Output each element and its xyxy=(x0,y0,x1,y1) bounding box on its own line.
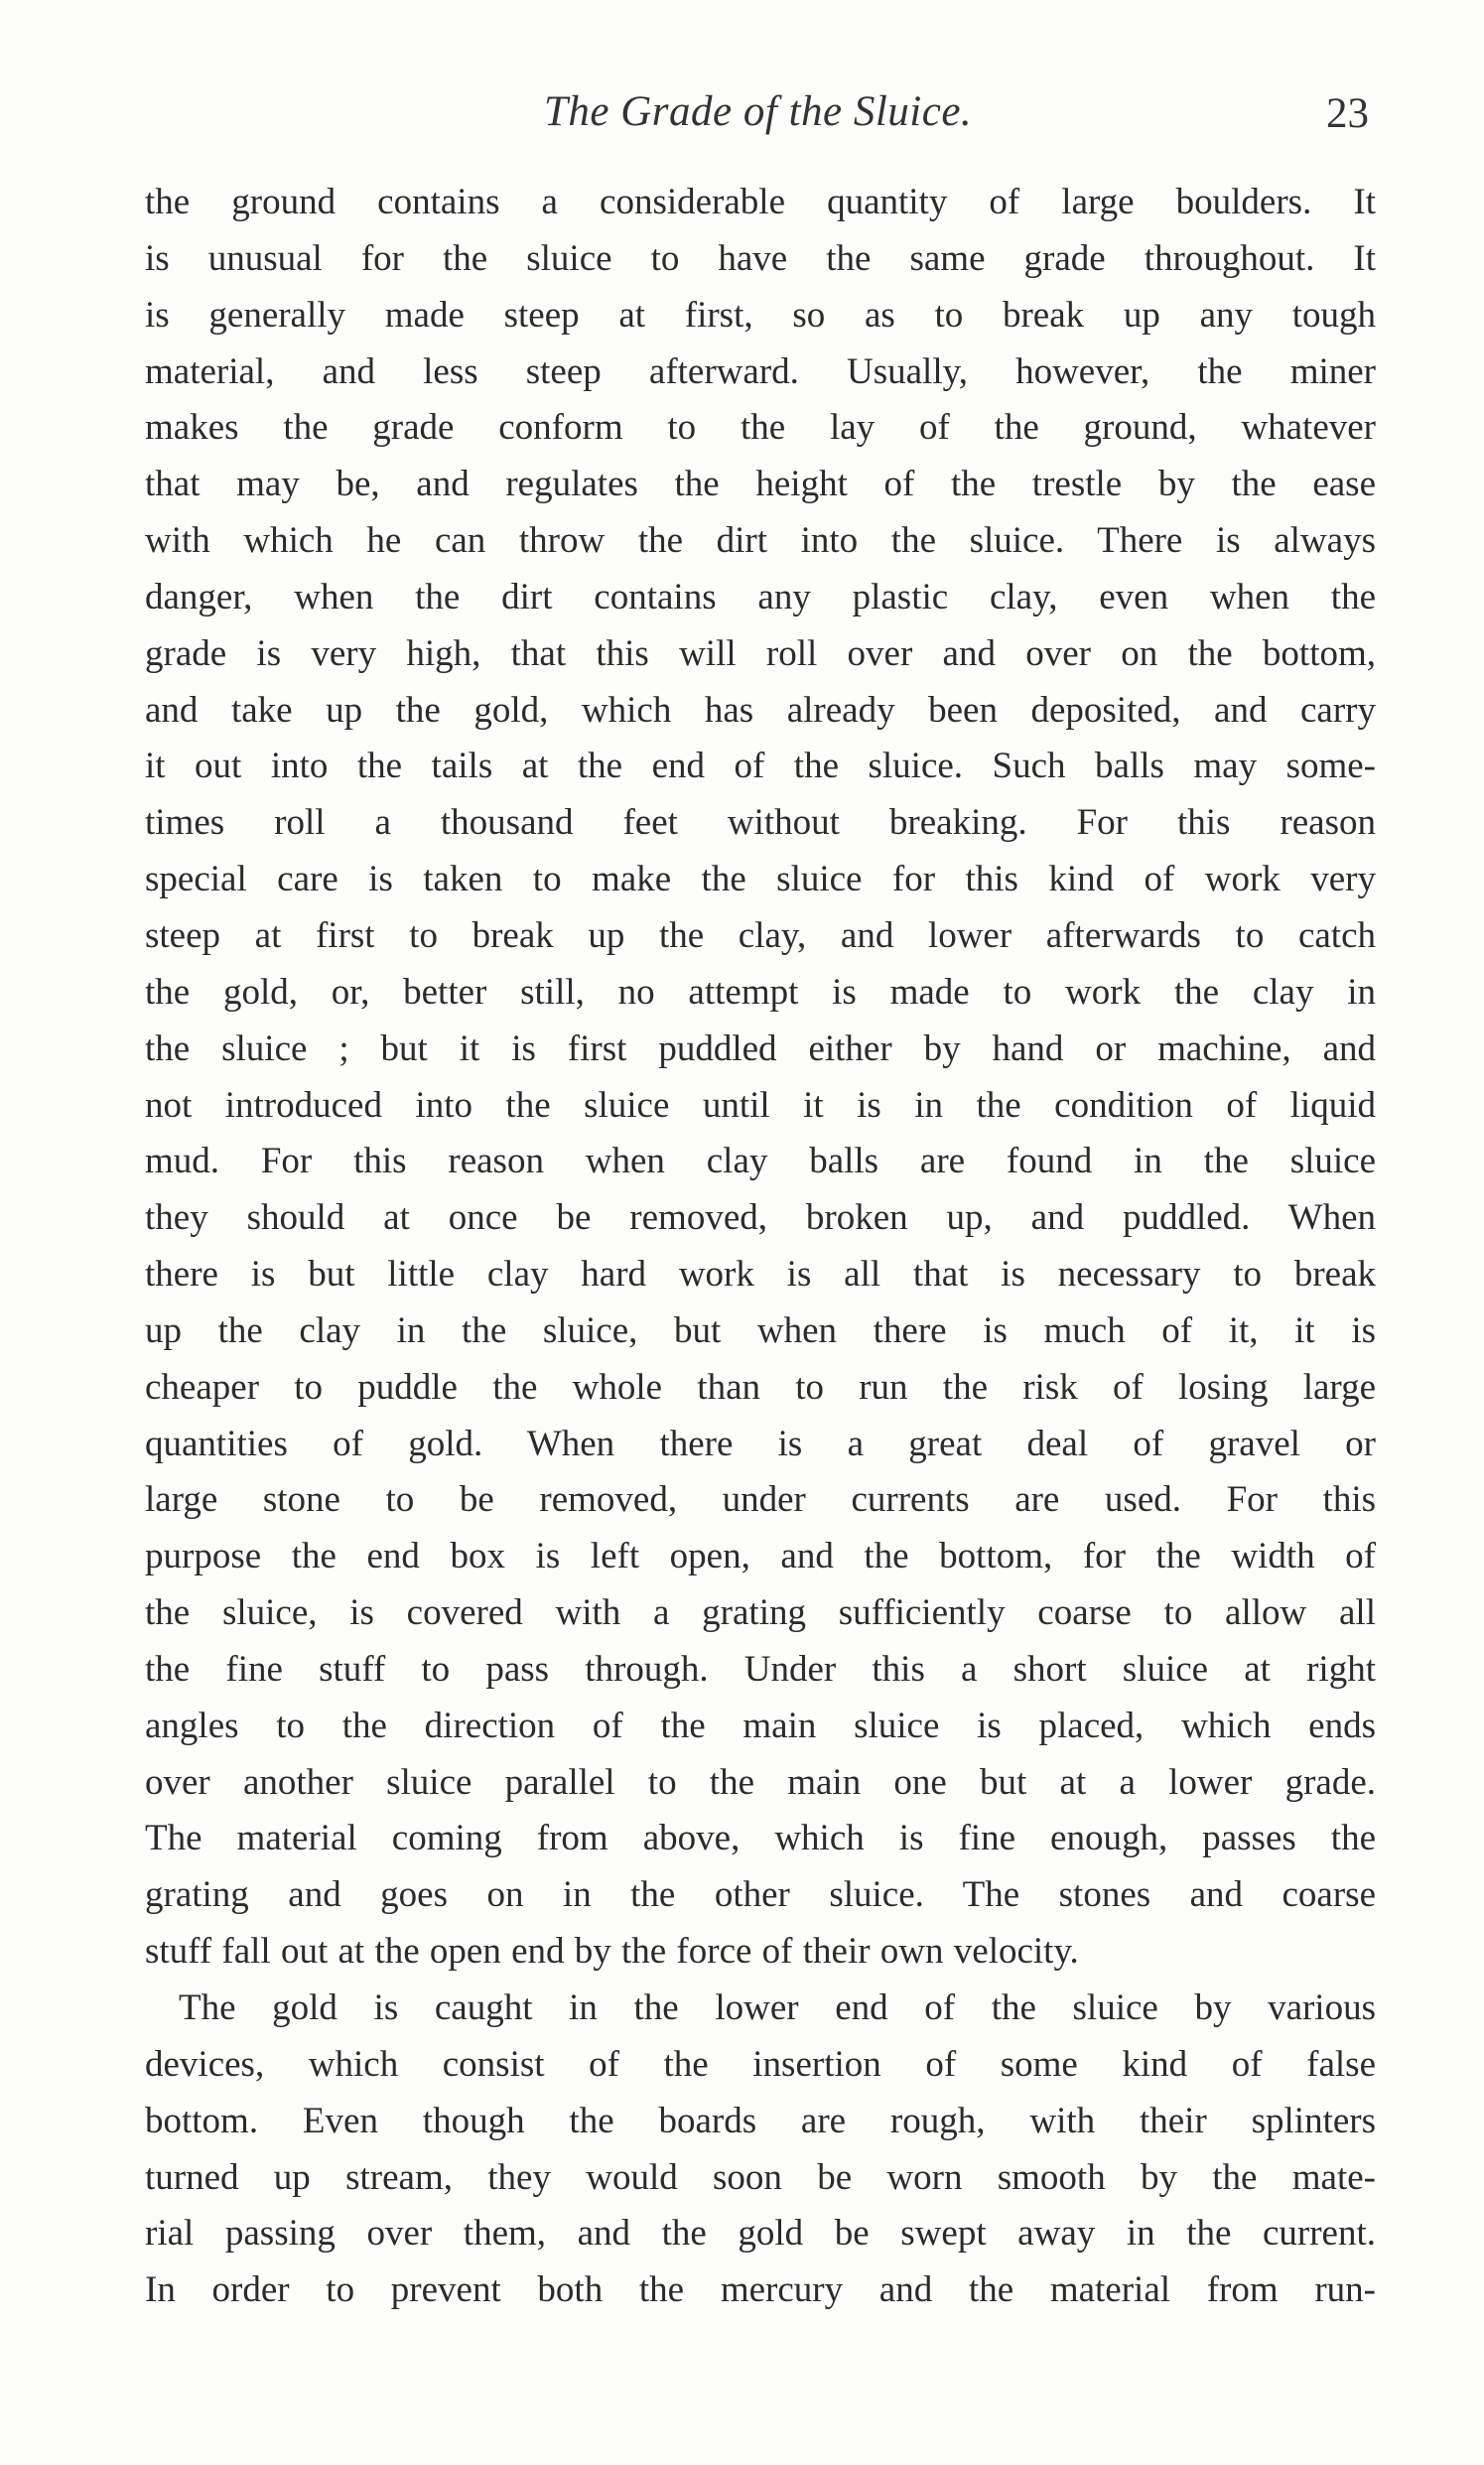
text-line: In order to prevent both the mercury and the material from run- xyxy=(145,2269,1376,2311)
text-line: the sluice, is covered with a grating sufficiently coarse to allow all xyxy=(145,1592,1376,1634)
text-line: the gold, or, better still, no attempt is made to work the clay in xyxy=(145,971,1376,1013)
text-line: times roll a thousand feet without breaking. For this reason xyxy=(145,802,1376,844)
text-line: and take up the gold, which has already been deposited, and carry xyxy=(145,689,1376,731)
text-line: is unusual for the sluice to have the same grade throughout. It xyxy=(145,237,1376,279)
text-line: devices, which consist of the insertion of some kind of false xyxy=(145,2043,1376,2085)
text-line: angles to the direction of the main sluice is placed, which ends xyxy=(145,1705,1376,1746)
text-line: that may be, and regulates the height of the trestle by the ease xyxy=(145,464,1376,505)
text-line: they should at once be removed, broken up, and puddled. When xyxy=(145,1197,1376,1239)
text-line: steep at first to break up the clay, and lower afterwards to catch xyxy=(145,914,1376,956)
text-line: grade is very high, that this will roll over and over on the bottom, xyxy=(145,632,1376,674)
running-header xyxy=(0,87,1484,147)
page-number: 23 xyxy=(1326,90,1369,137)
text-line: it out into the tails at the end of the sluice. Such balls may some- xyxy=(145,746,1376,787)
text-line: stuff fall out at the open end by the force of their own velocity. xyxy=(145,1931,1079,1973)
body-text xyxy=(145,175,1376,2319)
text-line: with which he can throw the dirt into the sluice. There is always xyxy=(145,520,1376,562)
text-line: up the clay in the sluice, but when there is much of it, it is xyxy=(145,1309,1376,1351)
text-line: mud. For this reason when clay balls are found in the sluice xyxy=(145,1141,1376,1182)
text-line: material, and less steep afterward. Usually, however, the miner xyxy=(145,350,1376,392)
text-line: cheaper to puddle the whole than to run the risk of losing large xyxy=(145,1366,1376,1408)
text-line: bottom. Even though the boards are rough, with their splinters xyxy=(145,2100,1376,2141)
text-line: grating and goes on in the other sluice. The stones and coarse xyxy=(145,1874,1376,1916)
text-line: the fine stuff to pass through. Under this a short sluice at right xyxy=(145,1648,1376,1690)
text-line: there is but little clay hard work is all that is necessary to break xyxy=(145,1254,1376,1296)
text-line: special care is taken to make the sluice for this kind of work very xyxy=(145,859,1376,900)
text-line: the ground contains a considerable quantity of large boulders. It xyxy=(145,182,1376,222)
text-line: not introduced into the sluice until it is in the condition of liquid xyxy=(145,1084,1376,1126)
text-line: the sluice ; but it is first puddled either by hand or machine, and xyxy=(145,1027,1376,1069)
text-line: is generally made steep at first, so as to break up any tough xyxy=(145,294,1376,336)
text-line: turned up stream, they would soon be worn smooth by the mate- xyxy=(145,2156,1376,2198)
text-line: over another sluice parallel to the main one but at a lower grade. xyxy=(145,1761,1376,1803)
text-line: The material coming from above, which is fine enough, passes the xyxy=(145,1818,1376,1859)
running-title: The Grade of the Sluice. xyxy=(544,88,973,135)
text-line: quantities of gold. When there is a great deal of gravel or xyxy=(145,1423,1376,1464)
text-line: rial passing over them, and the gold be swept away in the current. xyxy=(145,2213,1376,2255)
text-line: danger, when the dirt contains any plastic clay, even when the xyxy=(145,576,1376,617)
paragraph-start-line: The gold is caught in the lower end of the sluice by various xyxy=(179,1987,1376,2028)
text-line: makes the grade conform to the lay of the ground, whatever xyxy=(145,407,1376,449)
text-line: purpose the end box is left open, and the bottom, for the width of xyxy=(145,1536,1376,1577)
text-line: large stone to be removed, under currents are used. For this xyxy=(145,1479,1376,1521)
